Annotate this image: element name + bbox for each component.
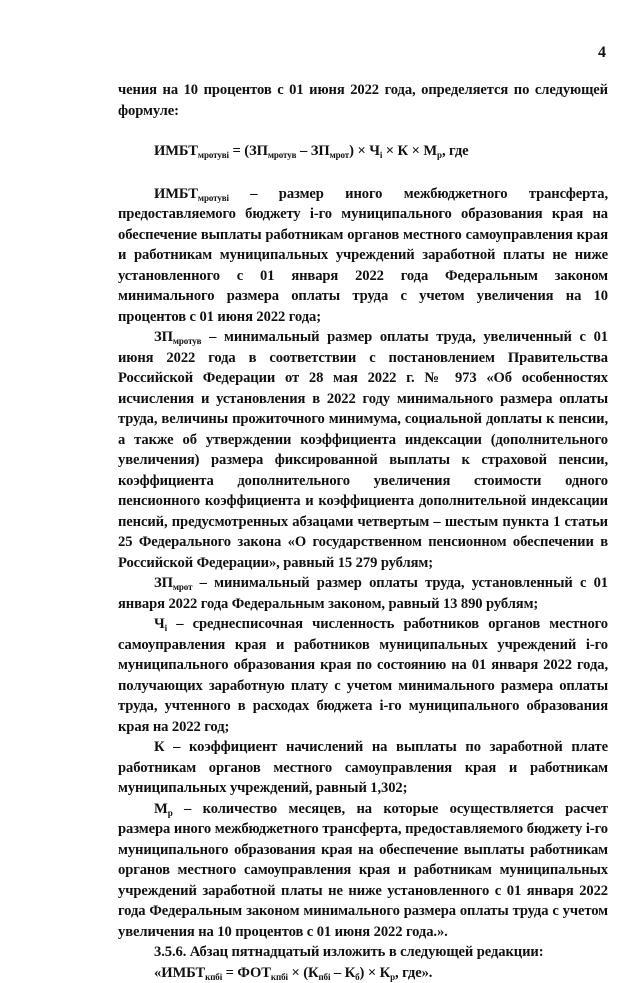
definition-text: – размер иного межбюджетного трансферта, предоставляемого бюджету i-го муниципального образования края на обеспечение выплаты работникам органов местного самоуправления края и работникам муниципальных учреждений заработной платы не ниже установленного с 01 января 2022 года Федеральным законом минимального размера оплаты труда с учетом увеличения на 10 процентов с 01 июня 2022 года; xyxy=(118,186,608,325)
definition-subscript: i xyxy=(165,623,167,633)
definition-term: М xyxy=(154,801,168,817)
formula-subscript: i xyxy=(380,150,382,160)
formula-term: , где». xyxy=(395,965,432,981)
definition-subscript: мрот xyxy=(173,582,193,592)
intro-paragraph: чения на 10 процентов с 01 июня 2022 года, определяется по следующей формуле: xyxy=(118,80,608,121)
formula-term: = (ЗП xyxy=(229,143,268,159)
formula-subscript: мротув xyxy=(268,150,297,160)
formula-term: = ФОТ xyxy=(222,965,271,981)
definition-zp-mrot xyxy=(118,573,608,614)
definition-text: – среднесписочная численность работников органов местного самоуправления края и работников муниципальных учреждений i-го муниципального образования края по состоянию на 01 января 2022 года, получающих заработную плату с учетом минимального размера оплаты труда, учтенного в расходах бюджета i-го муниципального образования края на 2022 год; xyxy=(118,616,608,735)
formula-subscript: кпбi xyxy=(271,972,288,982)
definition-k: К – коэффициент начислений на выплаты по заработной плате работникам органов местного самоуправления края и работникам муниципальных учреждений, равный 1,302; xyxy=(118,737,608,799)
formula-term: ) × К xyxy=(360,965,391,981)
formula-term: ИМБТ xyxy=(154,143,198,159)
clause-3-5-6: 3.5.6. Абзац пятнадцатый изложить в следующей редакции: xyxy=(118,942,608,963)
formula-term: – К xyxy=(330,965,355,981)
formula-imbt-mrot xyxy=(118,141,608,162)
formula-term: , где xyxy=(442,143,469,159)
definition-text: – минимальный размер оплаты труда, увеличенный с 01 июня 2022 года в соответствии с постановлением Правительства Российской Федерации от 28 мая 2022 г. № 973 «Об особенностях исчисления и установления в 2022 году минимального размера оплаты труда, величины прожиточного минимума, социальной доплаты к пенсии, а также об утверждении коэффициента индексации (дополнительного увеличения) размера фиксированной выплаты к страховой пенсии, коэффициента дополнительного увеличения стоимости одного пенсионного коэффициента и коэффициента дополнительной индексации пенсий, предусмотренных абзацами четвертым – шестым пункта 1 статьи 25 Федерального закона «О государственном пенсионном обеспечении в Российской Федерации», равный 15 279 рублям; xyxy=(118,329,608,571)
formula-subscript: б xyxy=(355,972,359,982)
definition-term: ЗП xyxy=(154,329,173,345)
page-number: 4 xyxy=(598,44,606,62)
definition-ch xyxy=(118,614,608,737)
formula-term: ) × Ч xyxy=(349,143,380,159)
definition-text: – минимальный размер оплаты труда, установленный с 01 января 2022 года Федеральным законом, равный 13 890 рублям; xyxy=(118,575,608,612)
formula-subscript: мрот xyxy=(330,150,350,160)
formula-term: × (К xyxy=(288,965,319,981)
definition-imbt xyxy=(118,184,608,328)
definition-mr xyxy=(118,799,608,943)
formula-term: «ИМБТ xyxy=(154,965,205,981)
formula-subscript: р xyxy=(437,150,442,160)
formula-imbt-kpb xyxy=(118,963,608,983)
definition-term: ЗП xyxy=(154,575,173,591)
formula-subscript: мротувi xyxy=(198,150,229,160)
definition-subscript: мротувi xyxy=(198,193,229,203)
definition-zp-mrotuv xyxy=(118,327,608,573)
definition-subscript: мротув xyxy=(173,336,202,346)
formula-subscript: р xyxy=(390,972,395,982)
formula-subscript: кпбi xyxy=(205,972,222,982)
definition-term: ИМБТ xyxy=(154,186,198,202)
formula-term: – ЗП xyxy=(296,143,329,159)
formula-term: × К × М xyxy=(382,143,437,159)
definition-subscript: р xyxy=(168,808,173,818)
document-body xyxy=(118,80,608,983)
formula-subscript: пбi xyxy=(318,972,330,982)
definition-term: Ч xyxy=(154,616,165,632)
definition-text: – количество месяцев, на которые осуществляется расчет размера иного межбюджетного трансферта, предоставляемого бюджету i-го муниципального образования края на обеспечение выплаты работникам органов местного самоуправления края и работникам муниципальных учреждений заработной платы не ниже установленного с 01 января 2022 года Федеральным законом минимального размера оплаты труда с учетом увеличения на 10 процентов с 01 июня 2022 года.». xyxy=(118,801,608,940)
